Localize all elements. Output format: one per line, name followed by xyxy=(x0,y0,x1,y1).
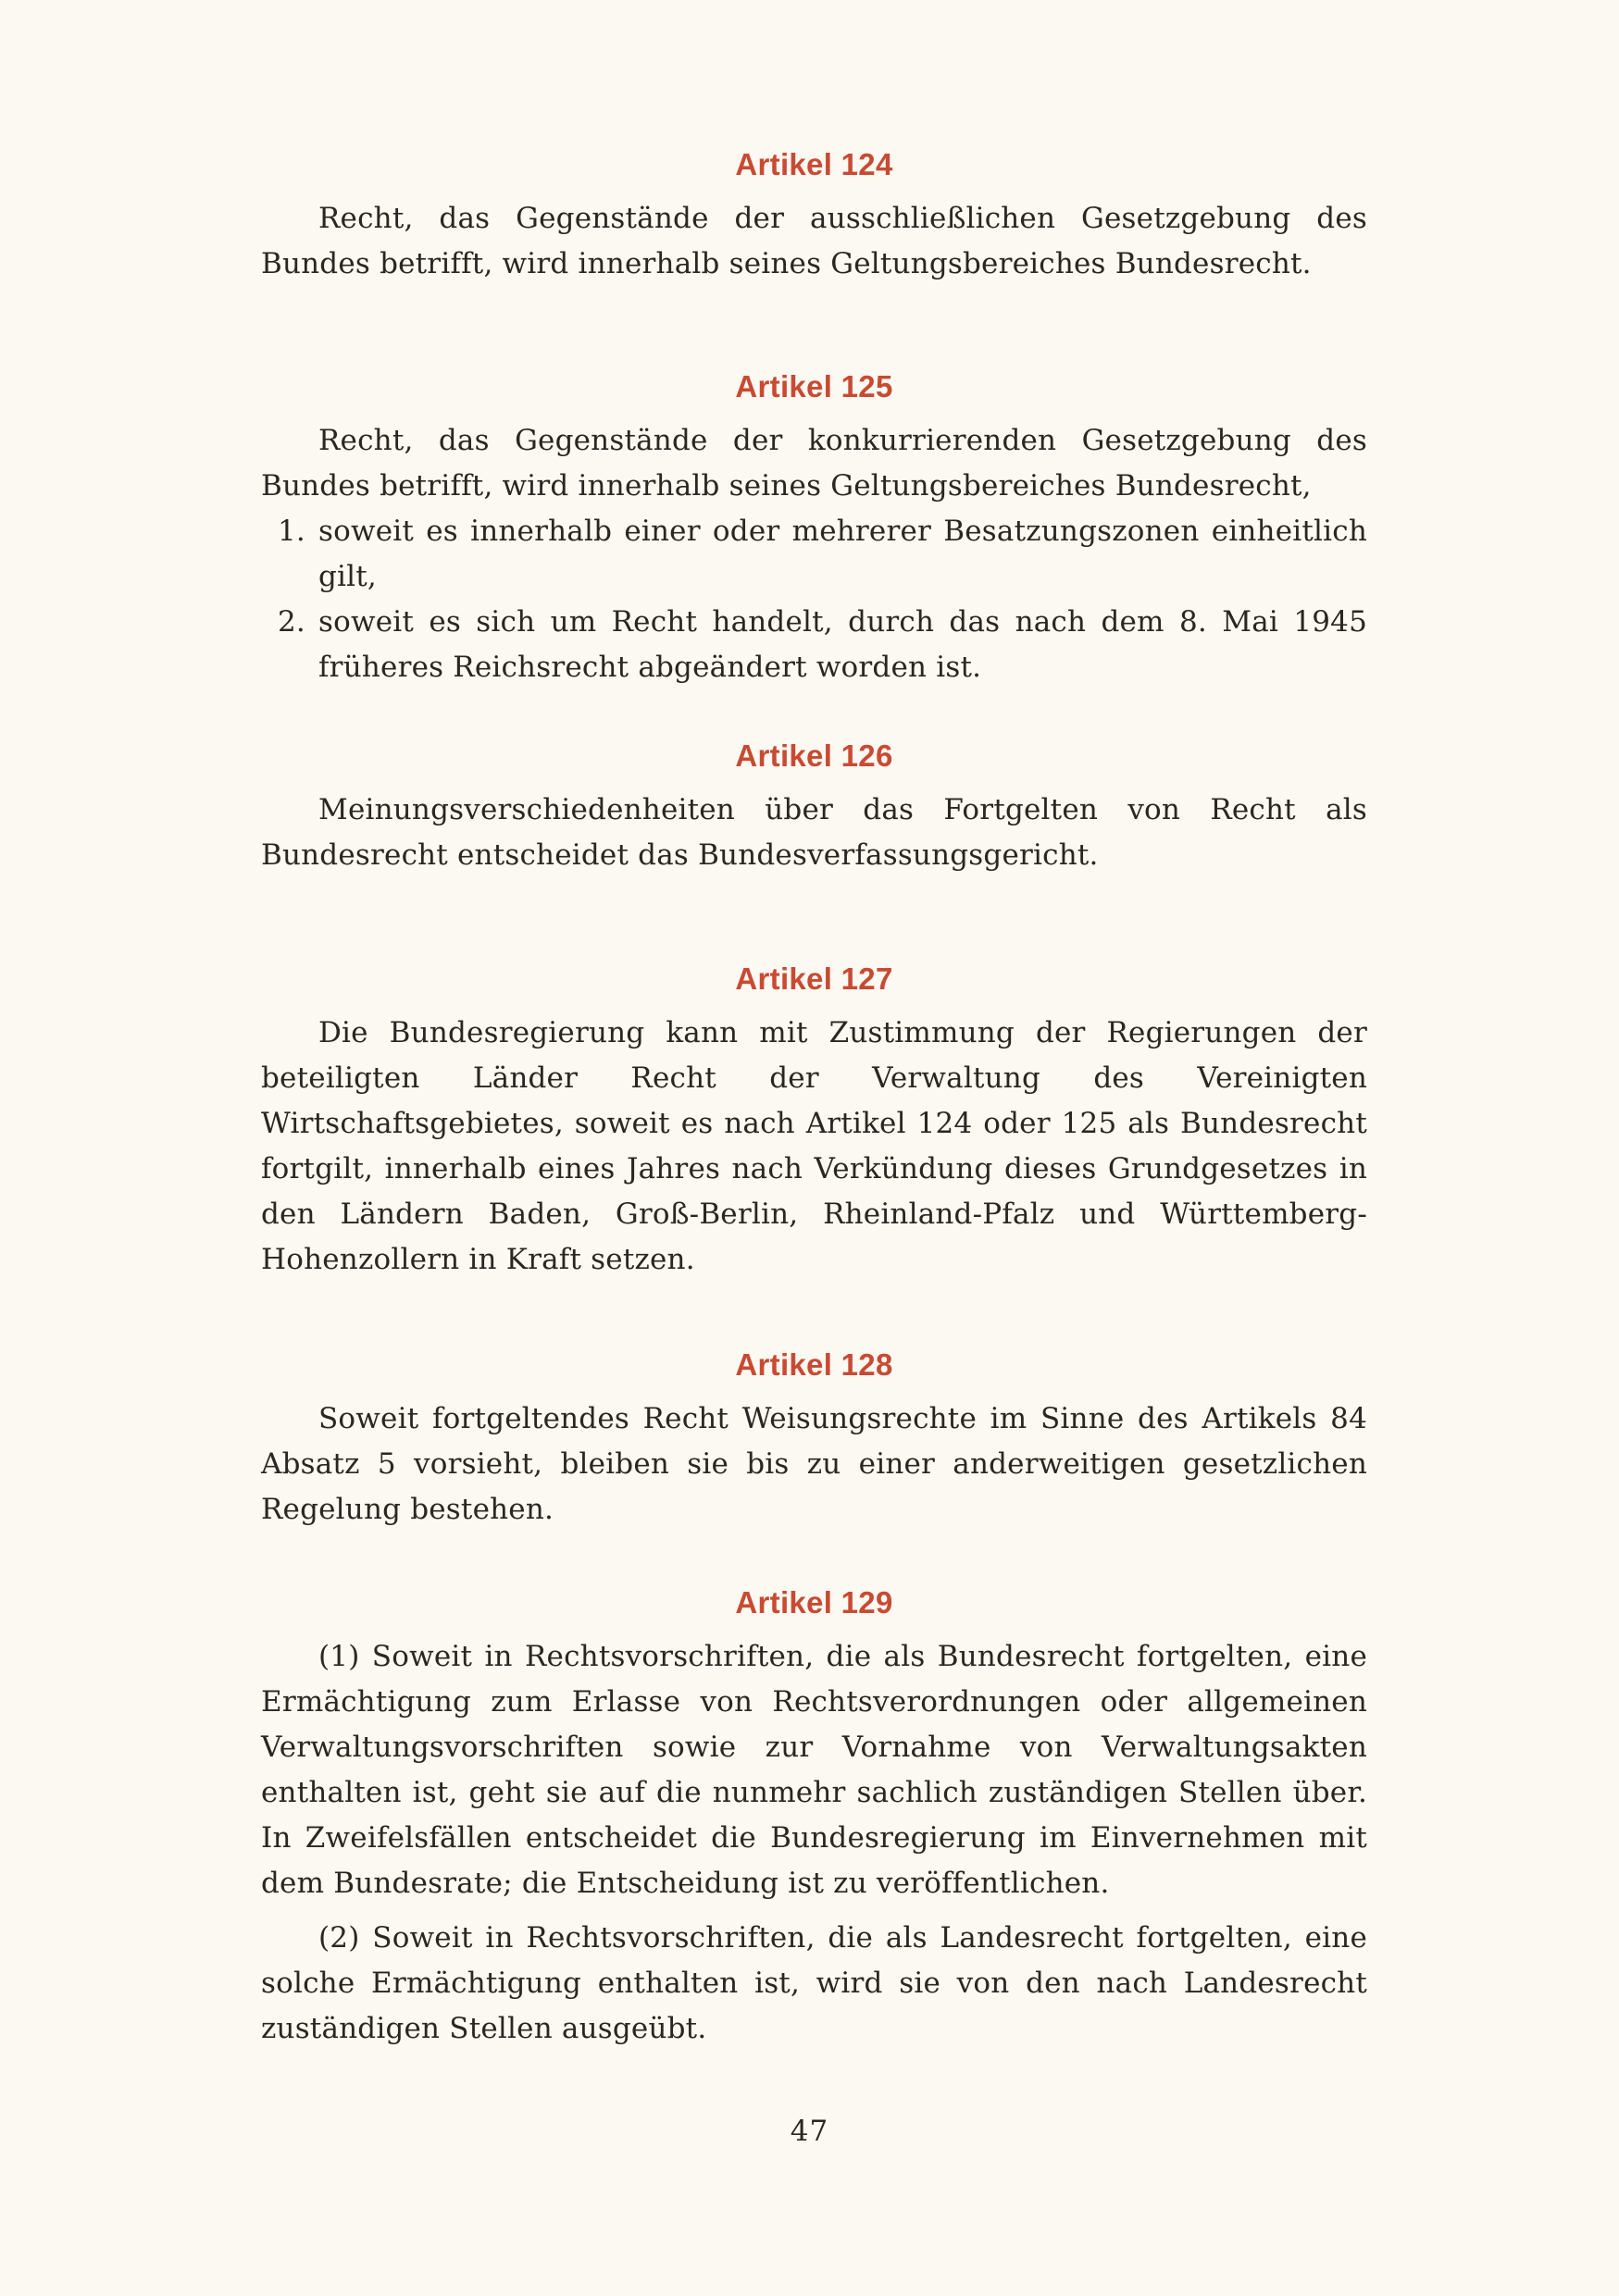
article-heading: Artikel 128 xyxy=(735,1347,893,1382)
article-heading: Artikel 127 xyxy=(735,962,893,996)
page-number: 47 xyxy=(790,2115,829,2148)
article-list xyxy=(261,509,1367,690)
article-125 xyxy=(261,368,1367,690)
article-heading: Artikel 124 xyxy=(735,147,893,181)
list-item xyxy=(261,509,1367,600)
article-paragraph: Recht, das Gegenstände der ausschließlichen Gesetzgebung des Bundes betrifft, wird innerhalb seines Geltungsbereiches Bundesrecht. xyxy=(261,202,1367,280)
article-paragraph: Recht, das Gegenstände der konkurrierenden Gesetzgebung des Bundes betrifft, wird innerhalb seines Geltungsbereiches Bundesrecht, xyxy=(261,424,1367,503)
article-paragraph: Soweit fortgeltendes Recht Weisungsrechte im Sinne des Artikels 84 Absatz 5 vorsieht, bleiben sie bis zu einer anderweitigen gesetzlichen Regelung bestehen. xyxy=(261,1402,1367,1526)
list-item-text: soweit es innerhalb einer oder mehrerer Besatzungszonen einheitlich gilt, xyxy=(318,515,1367,593)
list-item-text: soweit es sich um Recht handelt, durch das nach dem 8. Mai 1945 früheres Reichsrecht abgeändert worden ist. xyxy=(318,605,1367,684)
article-129 xyxy=(261,1584,1367,2052)
article-paragraph: (2) Soweit in Rechtsvorschriften, die als Landesrecht fortgelten, eine solche Ermächtigung enthalten ist, wird sie von den nach Landesrecht zuständigen Stellen ausgeübt. xyxy=(261,1921,1367,2045)
article-127 xyxy=(261,961,1367,1283)
article-paragraph: Die Bundesregierung kann mit Zustimmung der Regierungen der beteiligten Länder Recht der Verwaltung des Vereinigten Wirtschaftsgebietes, soweit es nach Artikel 124 oder 125 als Bundesrecht fortgilt, innerhalb eines Jahres nach Verkündung dieses Grundgesetzes in den Ländern Baden, Groß-Berlin, Rheinland-Pfalz und Württemberg-Hohenzollern in Kraft setzen. xyxy=(261,1016,1367,1276)
article-heading: Artikel 126 xyxy=(735,738,893,773)
list-item-number: 2. xyxy=(278,605,305,639)
article-124 xyxy=(261,146,1367,287)
article-paragraph: Meinungsverschiedenheiten über das Fortgelten von Recht als Bundesrecht entscheidet das Bundesverfassungsgericht. xyxy=(261,793,1367,872)
list-item-number: 1. xyxy=(278,515,305,548)
article-128 xyxy=(261,1347,1367,1533)
article-heading: Artikel 129 xyxy=(735,1585,893,1620)
article-paragraph: (1) Soweit in Rechtsvorschriften, die als Bundesrecht fortgelten, eine Ermächtigung zum Erlasse von Rechtsverordnungen oder allgemeinen Verwaltungsvorschriften sowie zur Vornahme von Verwaltungsakten enthalten ist, geht sie auf die nunmehr sachlich zuständigen Stellen über. In Zweifelsfällen entscheidet die Bundesregierung im Einvernehmen mit dem Bundesrate; die Entscheidung ist zu veröffentlichen. xyxy=(261,1640,1367,1900)
article-126 xyxy=(261,738,1367,878)
list-item xyxy=(261,600,1367,690)
article-heading: Artikel 125 xyxy=(735,369,893,403)
